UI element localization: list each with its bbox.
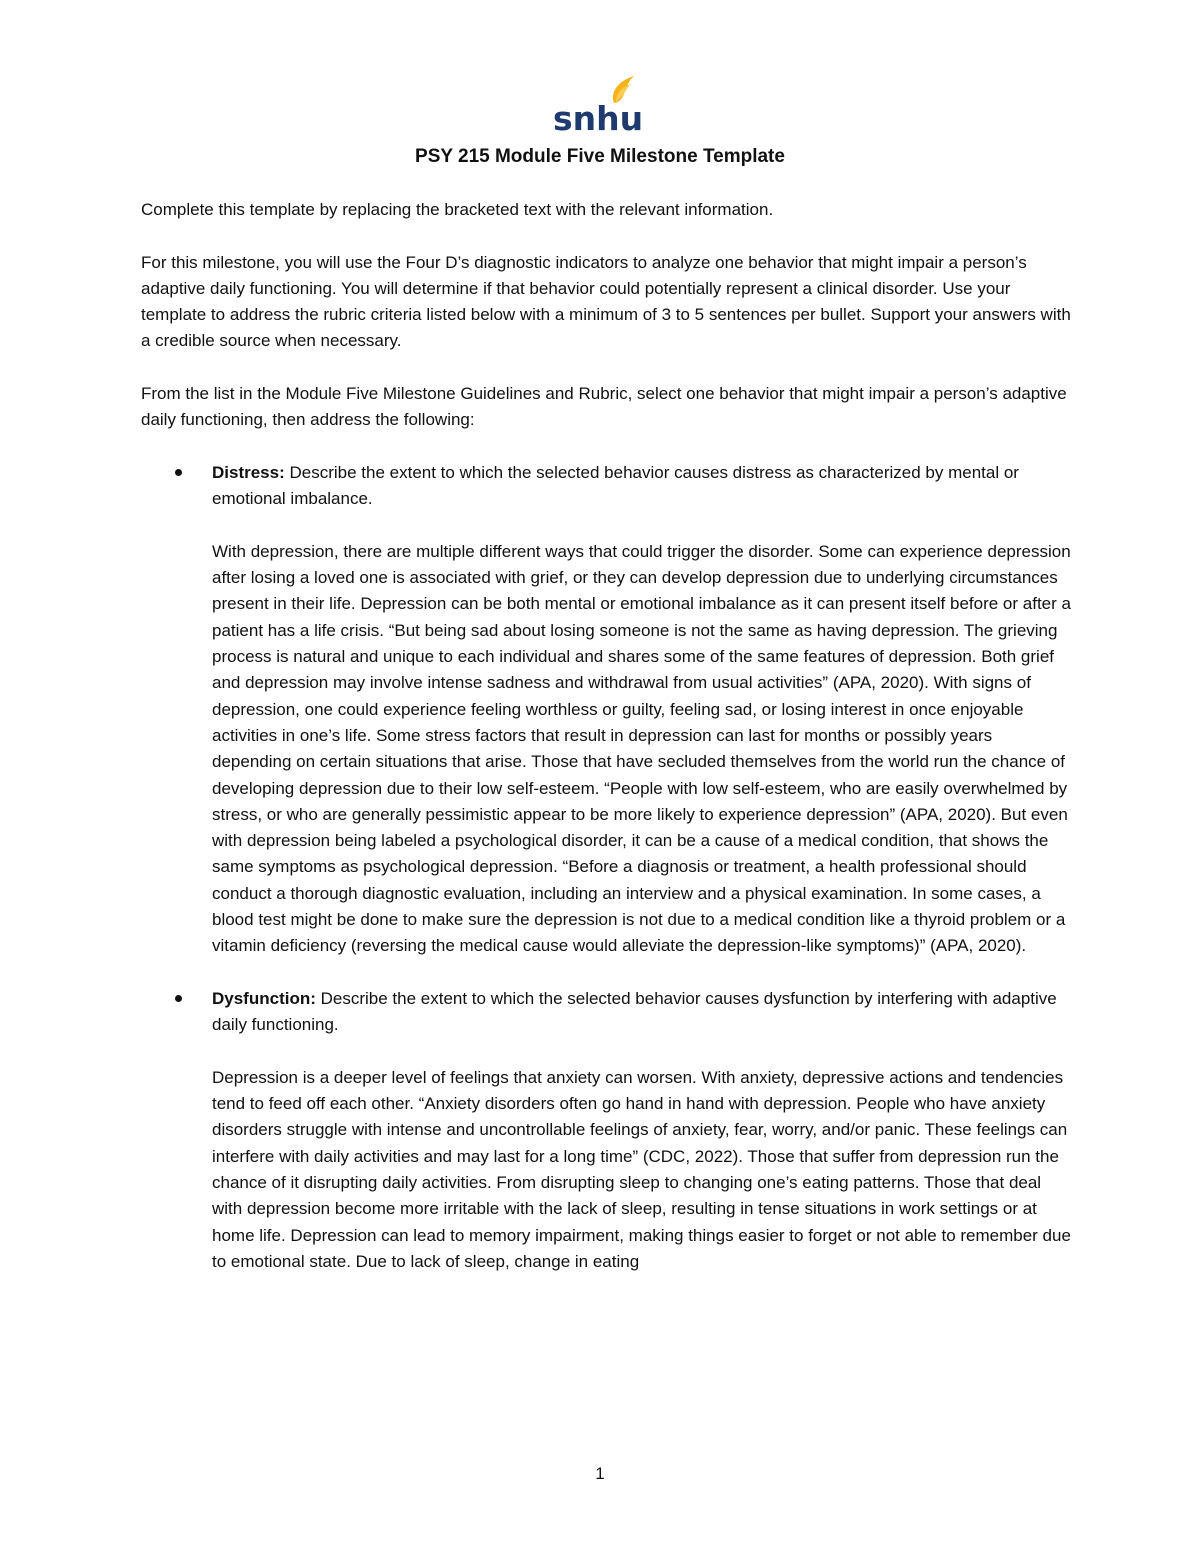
criteria-prompt xyxy=(212,460,1071,513)
document-body xyxy=(141,197,1071,1301)
logo-text: snhu xyxy=(552,99,644,134)
criteria-term: Distress: xyxy=(212,462,285,482)
page-title: PSY 215 Module Five Milestone Template xyxy=(415,146,785,167)
bullet-icon xyxy=(175,469,182,476)
criteria-term: Dysfunction: xyxy=(212,988,316,1008)
instruction-line: Complete this template by replacing the bracketed text with the relevant information. xyxy=(141,200,774,219)
criteria-list xyxy=(141,460,1071,1275)
flame-leaf-icon xyxy=(552,72,644,134)
criteria-prompt-text: Describe the extent to which the selected behavior causes dysfunction by interfering with adaptive daily functioning. xyxy=(212,988,1057,1035)
instruction-paragraph-2: From the list in the Module Five Milestone Guidelines and Rubric, select one behavior that might impair a person’s adaptive daily functioning, then address the following: xyxy=(141,384,1067,430)
instruction-paragraph-1: For this milestone, you will use the Four D’s diagnostic indicators to analyze one behavior that might impair a person’s adaptive daily functioning. You will determine if that behavior could potentially represent a clinical disorder. Use your template to address the rubric criteria listed below with a minimum of 3 to 5 sentences per bullet. Support your answers with a credible source when necessary. xyxy=(141,252,1071,351)
bullet-icon xyxy=(175,995,182,1002)
criteria-prompt xyxy=(212,986,1071,1039)
criteria-response: Depression is a deeper level of feelings that anxiety can worsen. With anxiety, depressive actions and tendencies tend to feed off each other. “Anxiety disorders often go hand in hand with depression. People who have anxiety disorders struggle with intense and uncontrollable feelings of anxiety, fear, worry, and/or panic. These feelings can interfere with daily activities and may last for a long time” (CDC, 2022). Those that suffer from depression run the chance of it disrupting daily activities. From disrupting sleep to changing one’s eating patterns. Those that deal with depression become more irritable with the lack of sleep, resulting in tense situations in work settings or at home life. Depression can lead to memory impairment, making things easier to forget or not able to remember due to emotional state. Due to lack of sleep, change in eating xyxy=(212,1067,1071,1271)
criteria-response: With depression, there are multiple different ways that could trigger the disorder. Some can experience depression after losing a loved one is associated with grief, or they can develop depression due to underlying circumstances present in their life. Depression can be both mental or emotional imbalance as it can present itself before or after a patient has a life crisis. “But being sad about losing someone is not the same as having depression. The grieving process is natural and unique to each individual and shares some of the same features of depression. Both grief and depression may involve intense sadness and withdrawal from usual activities” (APA, 2020). With signs of depression, one could experience feeling worthless or guilty, feeling sad, or losing interest in once enjoyable activities in one’s life. Some stress factors that result in depression can last for months or possibly years depending on certain situations that arise. Those that have secluded themselves from the world run the chance of developing depression due to their low self-esteem. “People with low self-esteem, who are easily overwhelmed by stress, or who are generally pessimistic appear to be more likely to experience depression” (APA, 2020). But even with depression being labeled a psychological disorder, it can be a cause of a medical condition, that shows the same symptoms as psychological depression. “Before a diagnosis or treatment, a health professional should conduct a thorough diagnostic evaluation, including an interview and a physical examination. In some cases, a blood test might be done to make sure the depression is not due to a medical condition like a thyroid problem or a vitamin deficiency (reversing the medical cause would alleviate the depression-like symptoms)” (APA, 2020). xyxy=(212,541,1071,956)
snhu-logo xyxy=(552,72,644,134)
criteria-item-distress xyxy=(141,460,1071,960)
criteria-prompt-text: Describe the extent to which the selected behavior causes distress as characterized by mental or emotional imbalance. xyxy=(212,462,1019,509)
page-number: 1 xyxy=(595,1464,605,1483)
criteria-item-dysfunction xyxy=(141,986,1071,1275)
